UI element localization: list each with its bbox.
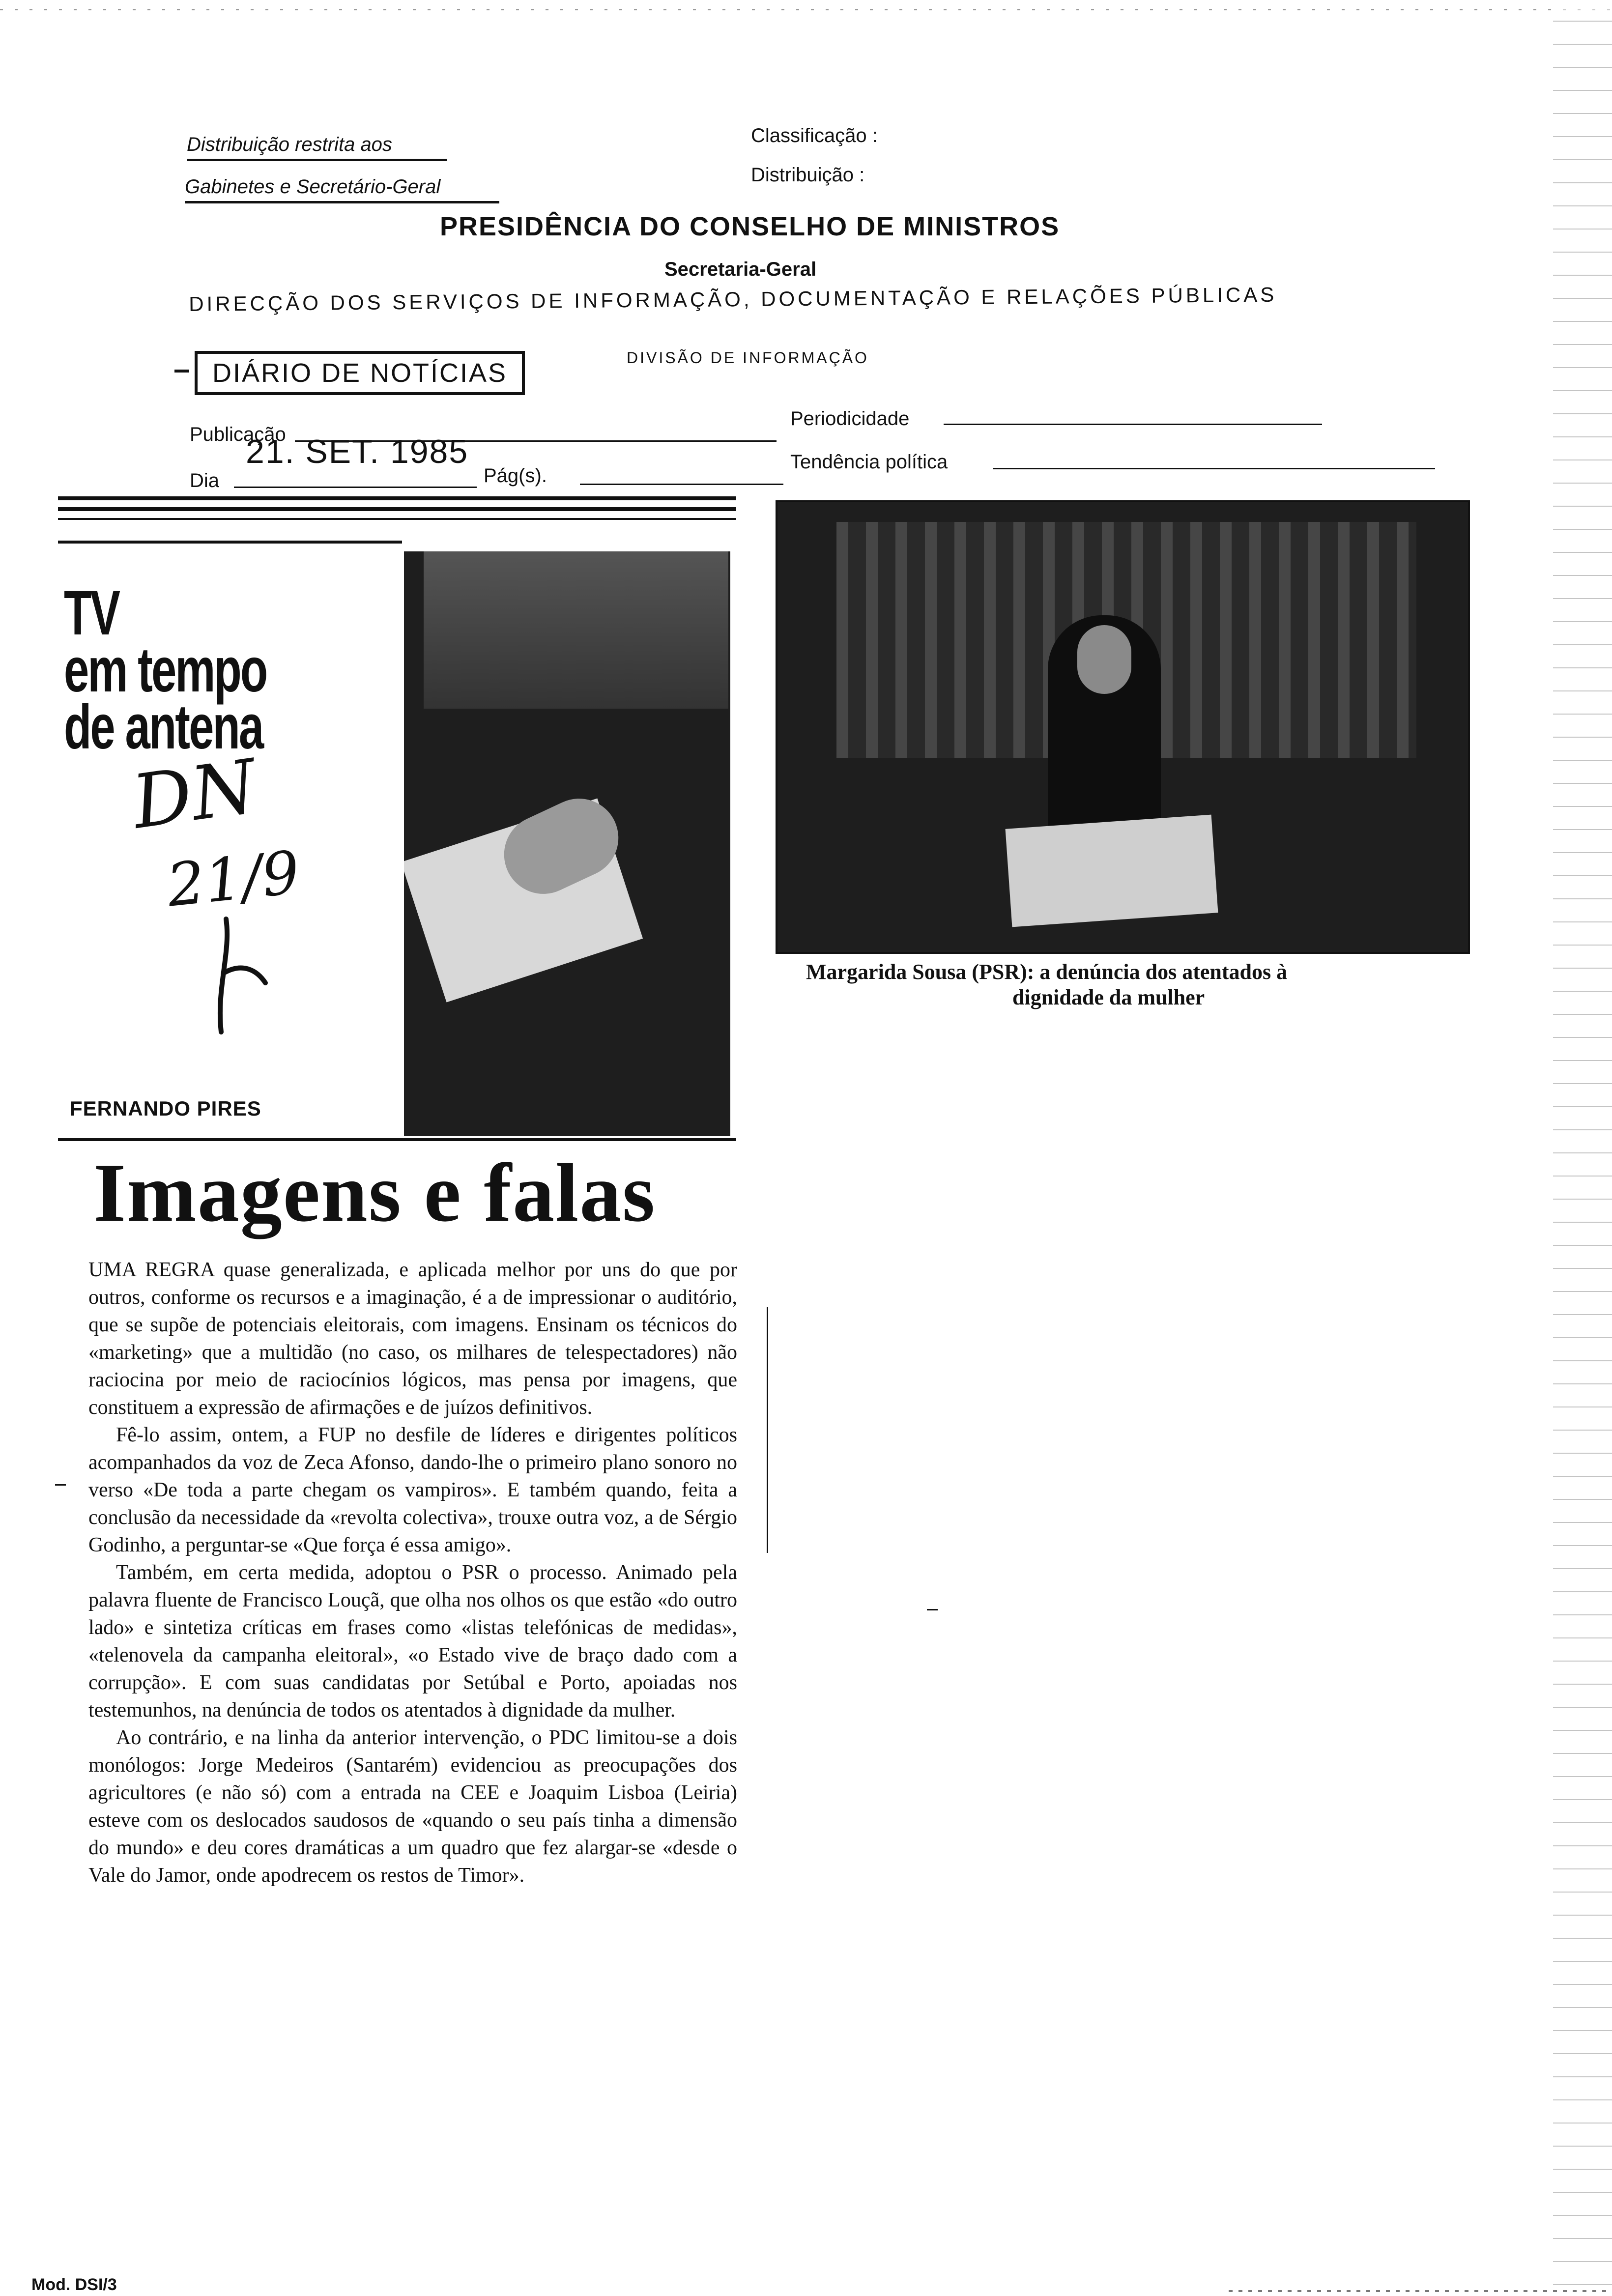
- headline-rule: [58, 1138, 736, 1141]
- form-code: Mod. DSI/3: [31, 2275, 117, 2294]
- tendencia-label: Tendência política: [790, 451, 948, 473]
- photo-caption-line2: dignidade da mulher: [1012, 985, 1205, 1009]
- handwritten-source: DN: [127, 744, 262, 846]
- pags-line: [580, 484, 783, 485]
- photo-desk-papers: [1006, 815, 1218, 927]
- photo-margarida-sousa: [776, 500, 1470, 954]
- photo-face: [1077, 625, 1131, 694]
- article-paragraph-4: Ao contrário, e na linha da anterior intervenção, o PDC limitou-se a dois monólogos: Jorge Medeiros (Santarém) evidenciou as preocupações dos agricultores (e não só) com a entrada na CEE e Joaquim Lisboa (Leiria) esteve com os deslocados saudosos de «quando o seu país tinha a dimensão do mundo» e deu cores dramáticas a um quadro que fez alargar-se «desde o Vale do Jamor, onde apodrecem os restos de Timor».: [88, 1726, 737, 1887]
- divisao-label: DIVISÃO DE INFORMAÇÃO: [627, 349, 869, 367]
- scan-edge-top: [0, 9, 1612, 10]
- secretaria-geral: Secretaria-Geral: [664, 258, 817, 280]
- page-title: PRESIDÊNCIA DO CONSELHO DE MINISTROS: [440, 212, 1060, 241]
- handwritten-stroke: [197, 914, 275, 1042]
- direccao-title: DIRECÇÃO DOS SERVIÇOS DE INFORMAÇÃO, DOCUMENTAÇÃO E RELAÇÕES PÚBLICAS: [189, 283, 1277, 316]
- scan-edge-right: [1553, 0, 1612, 2296]
- photo-caption-line1: Margarida Sousa (PSR): a denúncia dos atentados à: [806, 960, 1288, 984]
- article-paragraph-2: Fê-lo assim, ontem, a FUP no desfile de líderes e dirigentes políticos acompanhados da voz de Zeca Afonso, dando-lhe o primeiro plano sonoro no verso «De toda a parte chegam os vampiros». E também quando, feita a conclusão da necessidade da «revolta colectiva», trouxe outra voz, a de Sérgio Godinho, a perguntar-se «Que força é essa amigo».: [88, 1424, 737, 1556]
- clipping-rule-2: [58, 507, 736, 511]
- box-arrow-mark: [174, 370, 189, 373]
- newspaper-name-box: [195, 351, 525, 395]
- pags-label: Pág(s).: [484, 465, 547, 487]
- distribution-note-line2: Gabinetes e Secretário-Geral: [185, 176, 499, 203]
- newspaper-name: DIÁRIO DE NOTÍCIAS: [212, 358, 508, 388]
- article-paragraph-1: UMA REGRA quase generalizada, e aplicada melhor por uns do que por outros, conforme os recursos e a imaginação, é a de impressionar o auditório, que se supõe de potenciais eleitorais, com imagens. Ensinam os técnicos do «marketing» que a multidão (no caso, os milhares de telespectadores) não raciocina por meio de raciocínios lógicos, mas pensa por imagens, que constituem a expressão de afirmações e de juízos definitivos.: [88, 1259, 737, 1419]
- margin-dash-left: [55, 1484, 66, 1486]
- distribution-note-line1: Distribuição restrita aos: [187, 134, 447, 161]
- column-rule: [767, 1307, 768, 1553]
- handwritten-date: 21/9: [164, 838, 303, 920]
- dia-label: Dia: [190, 470, 220, 491]
- margin-dash-right: [927, 1609, 938, 1610]
- dia-date-stamp: 21. SET. 1985: [246, 433, 469, 470]
- photo-caption: [806, 959, 1465, 1010]
- periodicidade-label: Periodicidade: [790, 408, 910, 430]
- scan-edge-bottom: [1229, 2290, 1612, 2292]
- headline: Imagens e falas: [93, 1147, 656, 1239]
- kicker-title: [64, 578, 276, 762]
- tendencia-line: [993, 468, 1435, 469]
- article-paragraph-3: Também, em certa medida, adoptou o PSR o processo. Animado pela palavra fluente de Francisco Louçã, que olha nos olhos os que estão «do outro lado» e sintetiza críticas em frases como «listas telefónicas de medidas», «telenovela da campanha eleitoral», «o Estado vive de braço dado com a corrupção». E com suas candidatas por Setúbal e Porto, apoiadas nos testemunhos, na denúncia de todos os atentados à dignidade da mulher.: [88, 1561, 737, 1722]
- classificacao-label: Classificação :: [751, 125, 878, 146]
- photo-writing-hand: [404, 551, 730, 1136]
- periodicidade-line: [944, 424, 1322, 425]
- article-body: [88, 1256, 737, 1889]
- clipping-rule-4: [58, 541, 402, 544]
- distribuicao-label: Distribuição :: [751, 164, 865, 186]
- publicacao-label: Publicação: [190, 424, 286, 445]
- kicker-line-2: em tempo: [64, 635, 267, 705]
- author-byline: FERNANDO PIRES: [70, 1097, 261, 1120]
- clipping-rule-3: [58, 518, 736, 520]
- kicker-line-3: de antena: [64, 692, 263, 762]
- dia-line: [234, 487, 477, 488]
- kicker-line-1: TV: [64, 578, 119, 648]
- clipping-rule-1: [58, 496, 736, 500]
- photo-window-frame: [424, 551, 728, 709]
